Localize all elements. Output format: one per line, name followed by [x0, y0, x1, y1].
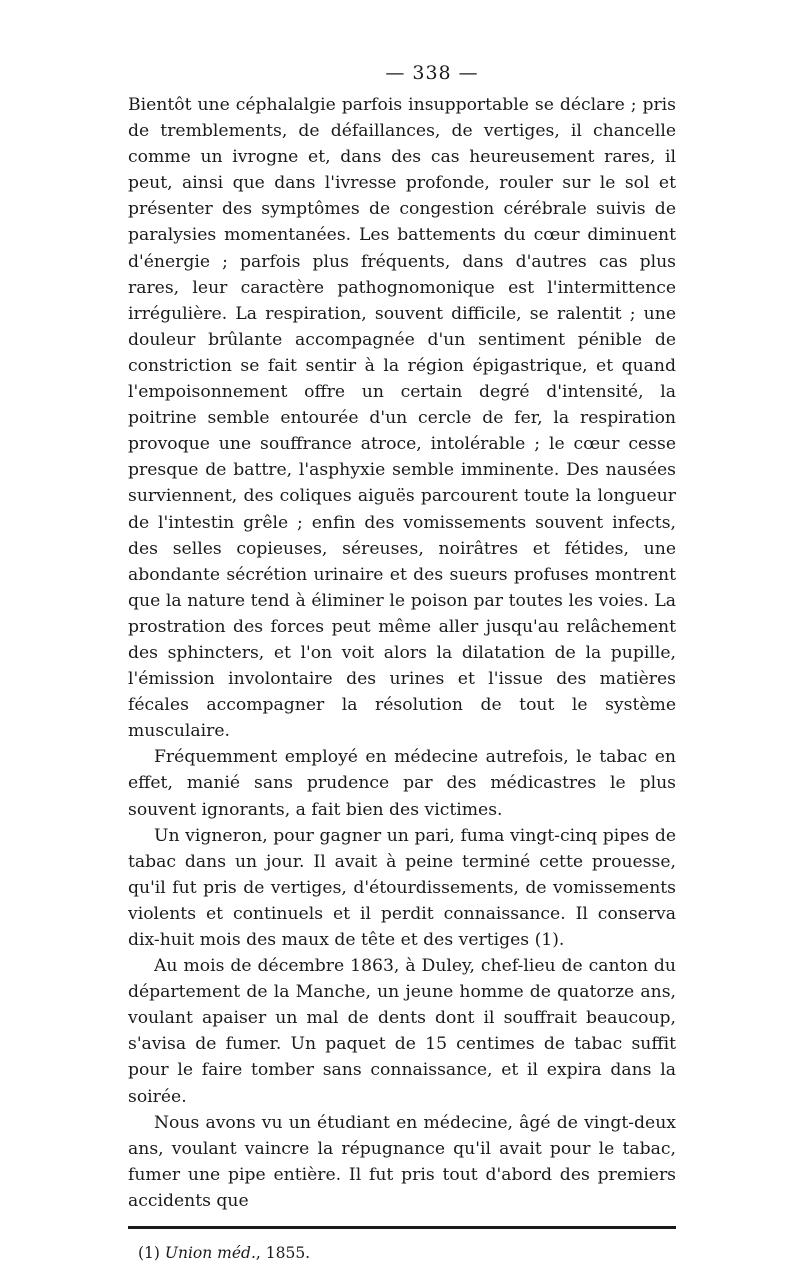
footnote-source: Union méd.	[164, 1244, 256, 1263]
body-text	[128, 92, 676, 1214]
paragraph-vigneron: Un vigneron, pour gagner un pari, fuma vingt-cinq pipes de tabac dans un jour. Il avait à peine terminé cette prouesse, qu'il fut pris de vertiges, d'étourdissements, de vomissements violents et continuels et il perdit connaissance. Il conserva dix-huit mois des maux de tête et des vertiges (1).	[128, 825, 676, 950]
footnote	[138, 1243, 676, 1263]
page-number: — 338 —	[385, 62, 479, 84]
paragraph-duley: Au mois de décembre 1863, à Duley, chef-lieu de canton du département de la Manche, un jeune homme de quatorze ans, voulant apaiser un mal de dents dont il souffrait beaucoup, s'avisa de fumer. Un paquet de 15 centimes de tabac suffit pour le faire tomber sans connaissance, et il expira dans la soirée.	[128, 956, 676, 1107]
paragraph-symptoms: Bientôt une céphalalgie parfois insupportable se déclare ; pris de tremblements, de défaillances, de vertiges, il chancelle comme un ivrogne et, dans des cas heureusement rares, il peut, ainsi que dans l'ivresse profonde, rouler sur le sol et présenter des symptômes de congestion cérébrale suivis de paralysies momentanées. Les battements du cœur diminuent d'énergie ; parfois plus fréquents, dans d'autres cas plus rares, leur caractère pathognomonique est l'intermittence irrégulière. La respiration, souvent difficile, se ralentit ; une douleur brûlante accompagnée d'un sentiment pénible de constriction se fait sentir à la région épigastrique, et quand l'empoisonnement offre un certain degré d'intensité, la poitrine semble entourée d'un cercle de fer, la respiration provoque une souffrance atroce, intolérable ; le cœur cesse presque de battre, l'asphyxie semble imminente. Des nausées surviennent, des coliques aiguës parcourent toute la longueur de l'intestin grêle ; enfin des vomissements souvent infects, des selles copieuses, séreuses, noirâtres et fétides, une abondante sécrétion urinaire et des sueurs profuses montrent que la nature tend à éliminer le poison par toutes les voies. La prostration des forces peut même aller jusqu'au relâchement des sphincters, et l'on voit alors la dilatation de la pupille, l'émission involontaire des urines et l'issue des matières fécales accompagner la résolution de tout le système musculaire.	[128, 95, 676, 742]
paragraph-tabac-medecine: Fréquemment employé en médecine autrefois, le tabac en effet, manié sans prudence par des médicastres le plus souvent ignorants, a fait bien des victimes.	[128, 747, 676, 820]
footnote-marker: (1)	[138, 1244, 160, 1263]
document-page	[128, 62, 676, 1263]
footnote-divider	[128, 1226, 676, 1229]
paragraph-etudiant: Nous avons vu un étudiant en médecine, âgé de vingt-deux ans, voulant vaincre la répugnance qu'il avait pour le tabac, fumer une pipe entière. Il fut pris tout d'abord des premiers accidents que	[128, 1112, 676, 1211]
footnote-year: , 1855.	[255, 1244, 311, 1263]
